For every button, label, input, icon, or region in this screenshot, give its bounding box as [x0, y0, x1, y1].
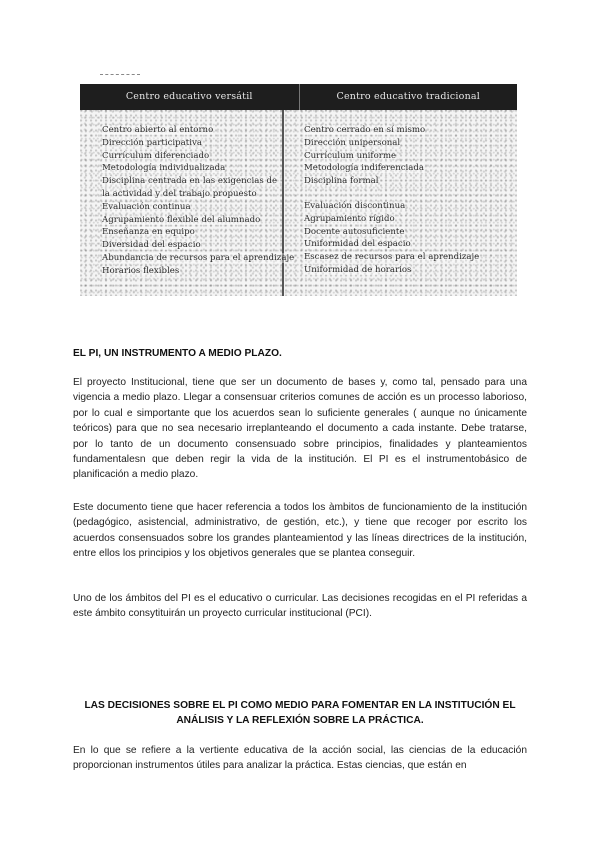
- list-item: Dirección unipersonal: [304, 137, 401, 148]
- list-item: Currículum uniforme: [304, 150, 397, 161]
- column-divider: [282, 110, 284, 296]
- list-item: Centro abierto al entorno: [102, 125, 214, 135]
- list-item: Evaluación discontinua: [304, 200, 406, 211]
- right-column-list: [304, 124, 509, 277]
- list-item: Agrupamiento rígido: [304, 213, 395, 224]
- left-column-header: Centro educativo versátil: [125, 91, 253, 102]
- list-item: Currículum diferenciado: [102, 150, 210, 161]
- list-item: Metodología individualizada: [102, 163, 226, 174]
- right-column-header: Centro educativo tradicional: [299, 84, 518, 110]
- section-heading: EL PI, UN INSTRUMENTO A MEDIO PLAZO.: [73, 348, 282, 359]
- list-item: Metodología indiferenciada: [304, 163, 425, 174]
- list-item: Uniformidad del espacio: [304, 239, 411, 250]
- list-item: Docente autosuficiente: [304, 226, 405, 237]
- scan-top-mark: [100, 74, 140, 78]
- list-item: Disciplina centrada en las exigencias de: [102, 176, 278, 187]
- scanned-comparison-table: [80, 84, 517, 296]
- list-item: la actividad y del trabajo propuesto: [102, 188, 257, 199]
- table-header: [80, 84, 517, 110]
- left-column-list: [102, 124, 295, 278]
- paragraph: Uno de los ámbitos del PI es el educativo o curricular. Las decisiones recogidas en el PI referidas a este ámbito consytituirán un proyecto curricular institucional (PCI).: [73, 593, 527, 620]
- paragraph: En lo que se refiere a la vertiente educativa de la acción social, las ciencias de la educación proporcionan instrumentos útiles para analizar la práctica. Estas ciencias, que están en: [73, 745, 527, 772]
- list-item: Evaluación continua: [102, 201, 191, 212]
- list-item: Horarios flexibles: [102, 265, 180, 276]
- list-item: Enseñanza en equipo: [102, 227, 195, 238]
- list-item: Disciplina formal: [304, 176, 379, 187]
- paragraph: El proyecto Institucional, tiene que ser un documento de bases y, como tal, pensado para una vigencia a medio plazo. Llegar a consensuar criterios comunes de acción es un processo laborioso, por lo cual e simportante que los acuerdos sean lo suficiente generales ( aunque no únicamente teóricos) para que no sea necesario irreplanteando el documento a cada instante. Debe tratarse, por lo tanto de un documento consensuado sobre principios, finalidades y planteamientos fundamentalesn que deben regir la vida de la institución. El PI es el instrumentobásico de planificación a medio plazo.: [73, 377, 527, 481]
- list-item: Centro cerrado en sí mismo: [304, 125, 426, 135]
- list-item: Diversidad del espacio: [102, 240, 201, 251]
- list-item: Uniformidad de horarios: [304, 264, 412, 275]
- list-item: Dirección participativa: [102, 137, 202, 148]
- section-heading: LAS DECISIONES SOBRE EL PI COMO MEDIO PARA FOMENTAR EN LA INSTITUCIÓN EL ANÁLISIS Y LA REFLEXIÓN SOBRE LA PRÁCTICA.: [84, 700, 516, 726]
- paragraph: Este documento tiene que hacer referencia a todos los àmbitos de funcionamiento de la institución (pedagógico, asistencial, administrativo, de gestión, etc.), y tiene que recoger por escrito los acuerdos consensuados sobre los grandes planteamientod y las líneas directrices de la institución, entre ellos los principios y los objetivos generales que se plantea conseguir.: [73, 502, 527, 560]
- list-item: Escasez de recursos para el aprendizaje: [304, 252, 480, 263]
- list-item: Abundancia de recursos para el aprendizaje: [102, 252, 295, 263]
- list-item: Agrupamiento flexible del alumnado: [102, 214, 261, 225]
